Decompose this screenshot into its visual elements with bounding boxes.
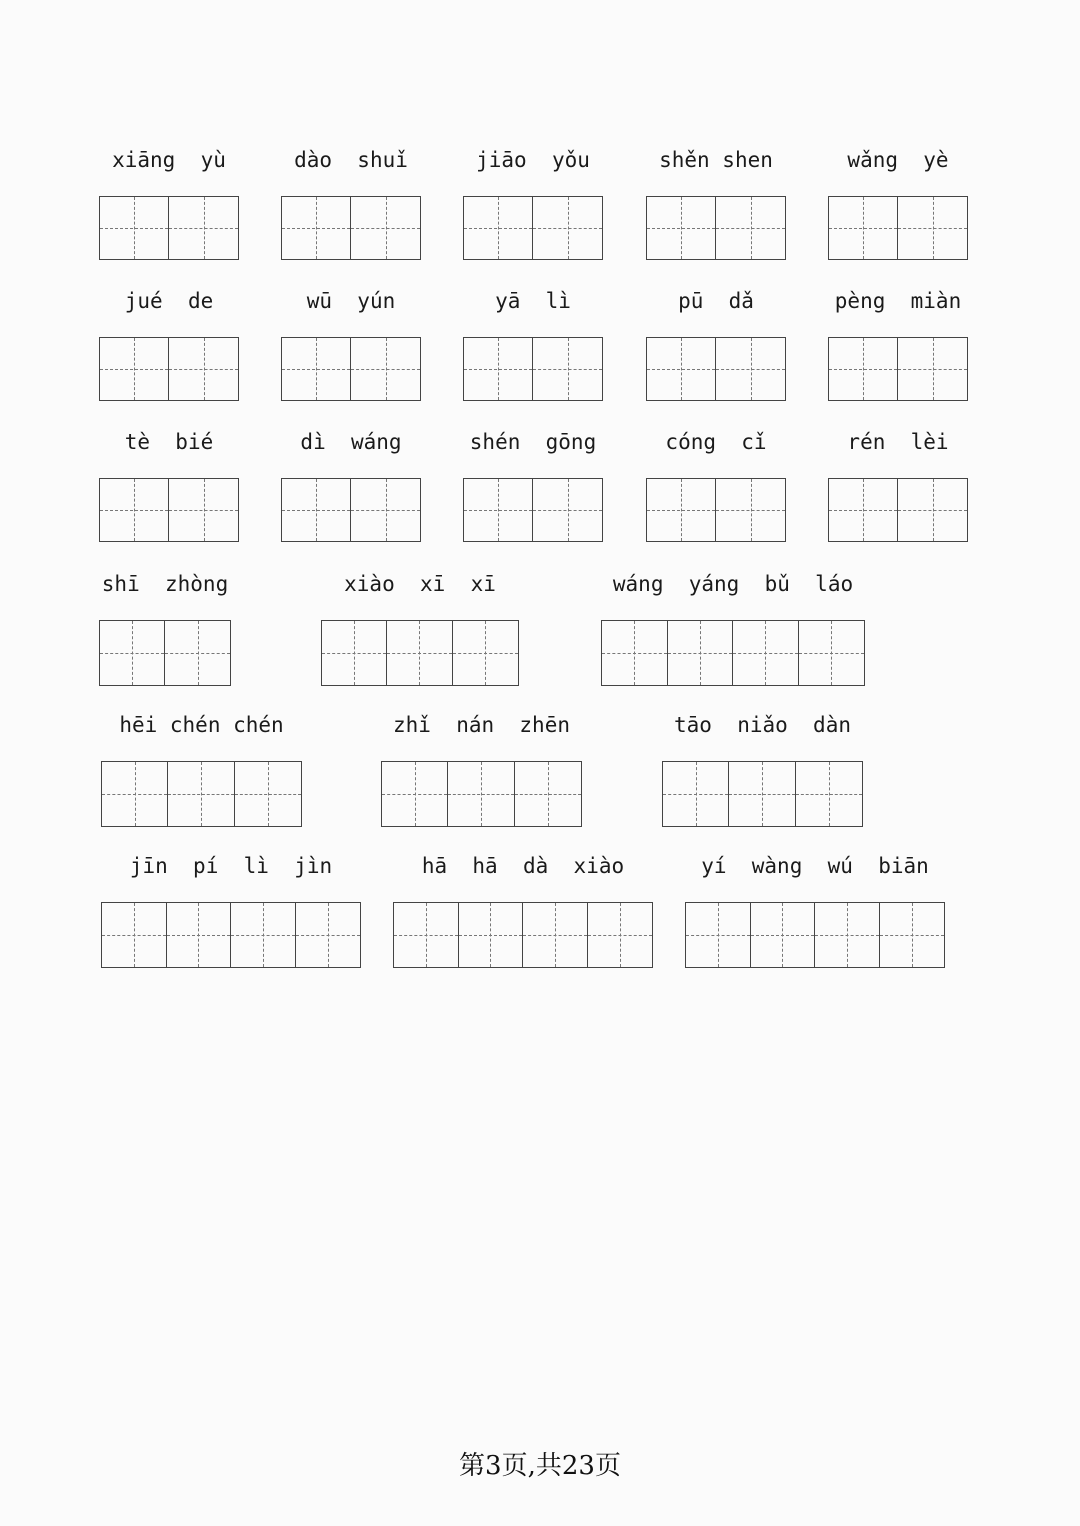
pinyin-label: pèng miàn xyxy=(834,289,962,313)
tian-zi-cell[interactable] xyxy=(351,338,420,400)
writing-grid[interactable] xyxy=(463,478,603,542)
tian-zi-cell[interactable] xyxy=(387,621,452,685)
writing-grid[interactable] xyxy=(281,337,421,401)
tian-zi-cell[interactable] xyxy=(829,479,898,541)
tian-zi-cell[interactable] xyxy=(898,338,967,400)
tian-zi-cell[interactable] xyxy=(796,762,862,826)
tian-zi-cell[interactable] xyxy=(686,903,751,967)
writing-grid[interactable] xyxy=(381,761,582,827)
tian-zi-cell[interactable] xyxy=(459,903,524,967)
writing-grid[interactable] xyxy=(463,337,603,401)
tian-zi-cell[interactable] xyxy=(829,338,898,400)
pinyin-label: hēi chén chén xyxy=(119,713,284,737)
tian-zi-cell[interactable] xyxy=(533,479,602,541)
pinyin-label: pū dǎ xyxy=(678,289,754,313)
writing-grid[interactable] xyxy=(646,478,786,542)
tian-zi-cell[interactable] xyxy=(515,762,581,826)
writing-grid[interactable] xyxy=(99,337,239,401)
tian-zi-cell[interactable] xyxy=(165,621,230,685)
pinyin-label: jué de xyxy=(124,289,214,313)
tian-zi-cell[interactable] xyxy=(322,621,387,685)
tian-zi-cell[interactable] xyxy=(100,621,165,685)
tian-zi-cell[interactable] xyxy=(880,903,945,967)
tian-zi-cell[interactable] xyxy=(464,197,533,259)
pinyin-label: shī zhòng xyxy=(101,572,229,596)
tian-zi-cell[interactable] xyxy=(282,479,351,541)
tian-zi-cell[interactable] xyxy=(533,338,602,400)
tian-zi-cell[interactable] xyxy=(282,338,351,400)
tian-zi-cell[interactable] xyxy=(453,621,518,685)
tian-zi-cell[interactable] xyxy=(898,479,967,541)
tian-zi-cell[interactable] xyxy=(296,903,361,967)
tian-zi-cell[interactable] xyxy=(829,197,898,259)
writing-grid[interactable] xyxy=(463,196,603,260)
tian-zi-cell[interactable] xyxy=(729,762,795,826)
tian-zi-cell[interactable] xyxy=(898,197,967,259)
tian-zi-cell[interactable] xyxy=(647,197,716,259)
tian-zi-cell[interactable] xyxy=(602,621,668,685)
pinyin-label: wū yún xyxy=(306,289,396,313)
tian-zi-cell[interactable] xyxy=(588,903,653,967)
tian-zi-cell[interactable] xyxy=(716,197,785,259)
tian-zi-cell[interactable] xyxy=(663,762,729,826)
pinyin-label: shén gōng xyxy=(469,430,597,454)
tian-zi-cell[interactable] xyxy=(382,762,448,826)
writing-grid[interactable] xyxy=(828,337,968,401)
tian-zi-cell[interactable] xyxy=(282,197,351,259)
pinyin-label: jīn pí lì jìn xyxy=(129,854,333,878)
tian-zi-cell[interactable] xyxy=(523,903,588,967)
pinyin-label: yā lì xyxy=(495,289,571,313)
tian-zi-cell[interactable] xyxy=(668,621,734,685)
tian-zi-cell[interactable] xyxy=(235,762,301,826)
writing-grid[interactable] xyxy=(828,196,968,260)
tian-zi-cell[interactable] xyxy=(448,762,514,826)
page-number-footer: 第3页,共23页 xyxy=(459,1451,621,1481)
writing-grid[interactable] xyxy=(321,620,519,686)
tian-zi-cell[interactable] xyxy=(102,762,168,826)
tian-zi-cell[interactable] xyxy=(100,197,169,259)
tian-zi-cell[interactable] xyxy=(647,338,716,400)
tian-zi-cell[interactable] xyxy=(100,479,169,541)
tian-zi-cell[interactable] xyxy=(733,621,799,685)
writing-grid[interactable] xyxy=(101,902,361,968)
pinyin-label: tāo niǎo dàn xyxy=(673,713,851,737)
tian-zi-cell[interactable] xyxy=(169,197,238,259)
tian-zi-cell[interactable] xyxy=(168,762,234,826)
tian-zi-cell[interactable] xyxy=(351,197,420,259)
writing-grid[interactable] xyxy=(393,902,653,968)
pinyin-label: jiāo yǒu xyxy=(476,148,590,172)
pinyin-label: tè bié xyxy=(124,430,214,454)
tian-zi-cell[interactable] xyxy=(815,903,880,967)
pinyin-label: wǎng yè xyxy=(847,148,949,172)
tian-zi-cell[interactable] xyxy=(647,479,716,541)
writing-grid[interactable] xyxy=(99,620,231,686)
tian-zi-cell[interactable] xyxy=(464,479,533,541)
pinyin-label: rén lèi xyxy=(847,430,949,454)
writing-grid[interactable] xyxy=(281,196,421,260)
tian-zi-cell[interactable] xyxy=(394,903,459,967)
writing-grid[interactable] xyxy=(828,478,968,542)
tian-zi-cell[interactable] xyxy=(533,197,602,259)
pinyin-label: wáng yáng bǔ láo xyxy=(612,572,854,596)
pinyin-label: yí wàng wú biān xyxy=(701,854,929,878)
pinyin-label: xiào xī xī xyxy=(344,572,496,596)
tian-zi-cell[interactable] xyxy=(169,338,238,400)
tian-zi-cell[interactable] xyxy=(716,479,785,541)
tian-zi-cell[interactable] xyxy=(751,903,816,967)
pinyin-label: dì wáng xyxy=(300,430,402,454)
tian-zi-cell[interactable] xyxy=(102,903,167,967)
writing-grid[interactable] xyxy=(281,478,421,542)
writing-grid[interactable] xyxy=(99,478,239,542)
writing-grid[interactable] xyxy=(646,337,786,401)
pinyin-label: xiāng yù xyxy=(112,148,226,172)
writing-grid[interactable] xyxy=(646,196,786,260)
writing-grid[interactable] xyxy=(662,761,863,827)
tian-zi-cell[interactable] xyxy=(464,338,533,400)
writing-grid[interactable] xyxy=(101,761,302,827)
pinyin-label: zhǐ nán zhēn xyxy=(392,713,570,737)
writing-grid[interactable] xyxy=(685,902,945,968)
pinyin-label: dào shuǐ xyxy=(294,148,408,172)
tian-zi-cell[interactable] xyxy=(799,621,865,685)
tian-zi-cell[interactable] xyxy=(167,903,232,967)
pinyin-label: shěn shen xyxy=(659,148,773,172)
tian-zi-cell[interactable] xyxy=(716,338,785,400)
writing-grid[interactable] xyxy=(99,196,239,260)
tian-zi-cell[interactable] xyxy=(169,479,238,541)
pinyin-label: cóng cǐ xyxy=(665,430,767,454)
pinyin-label: hā hā dà xiào xyxy=(421,854,625,878)
writing-grid[interactable] xyxy=(601,620,865,686)
tian-zi-cell[interactable] xyxy=(100,338,169,400)
tian-zi-cell[interactable] xyxy=(351,479,420,541)
tian-zi-cell[interactable] xyxy=(231,903,296,967)
